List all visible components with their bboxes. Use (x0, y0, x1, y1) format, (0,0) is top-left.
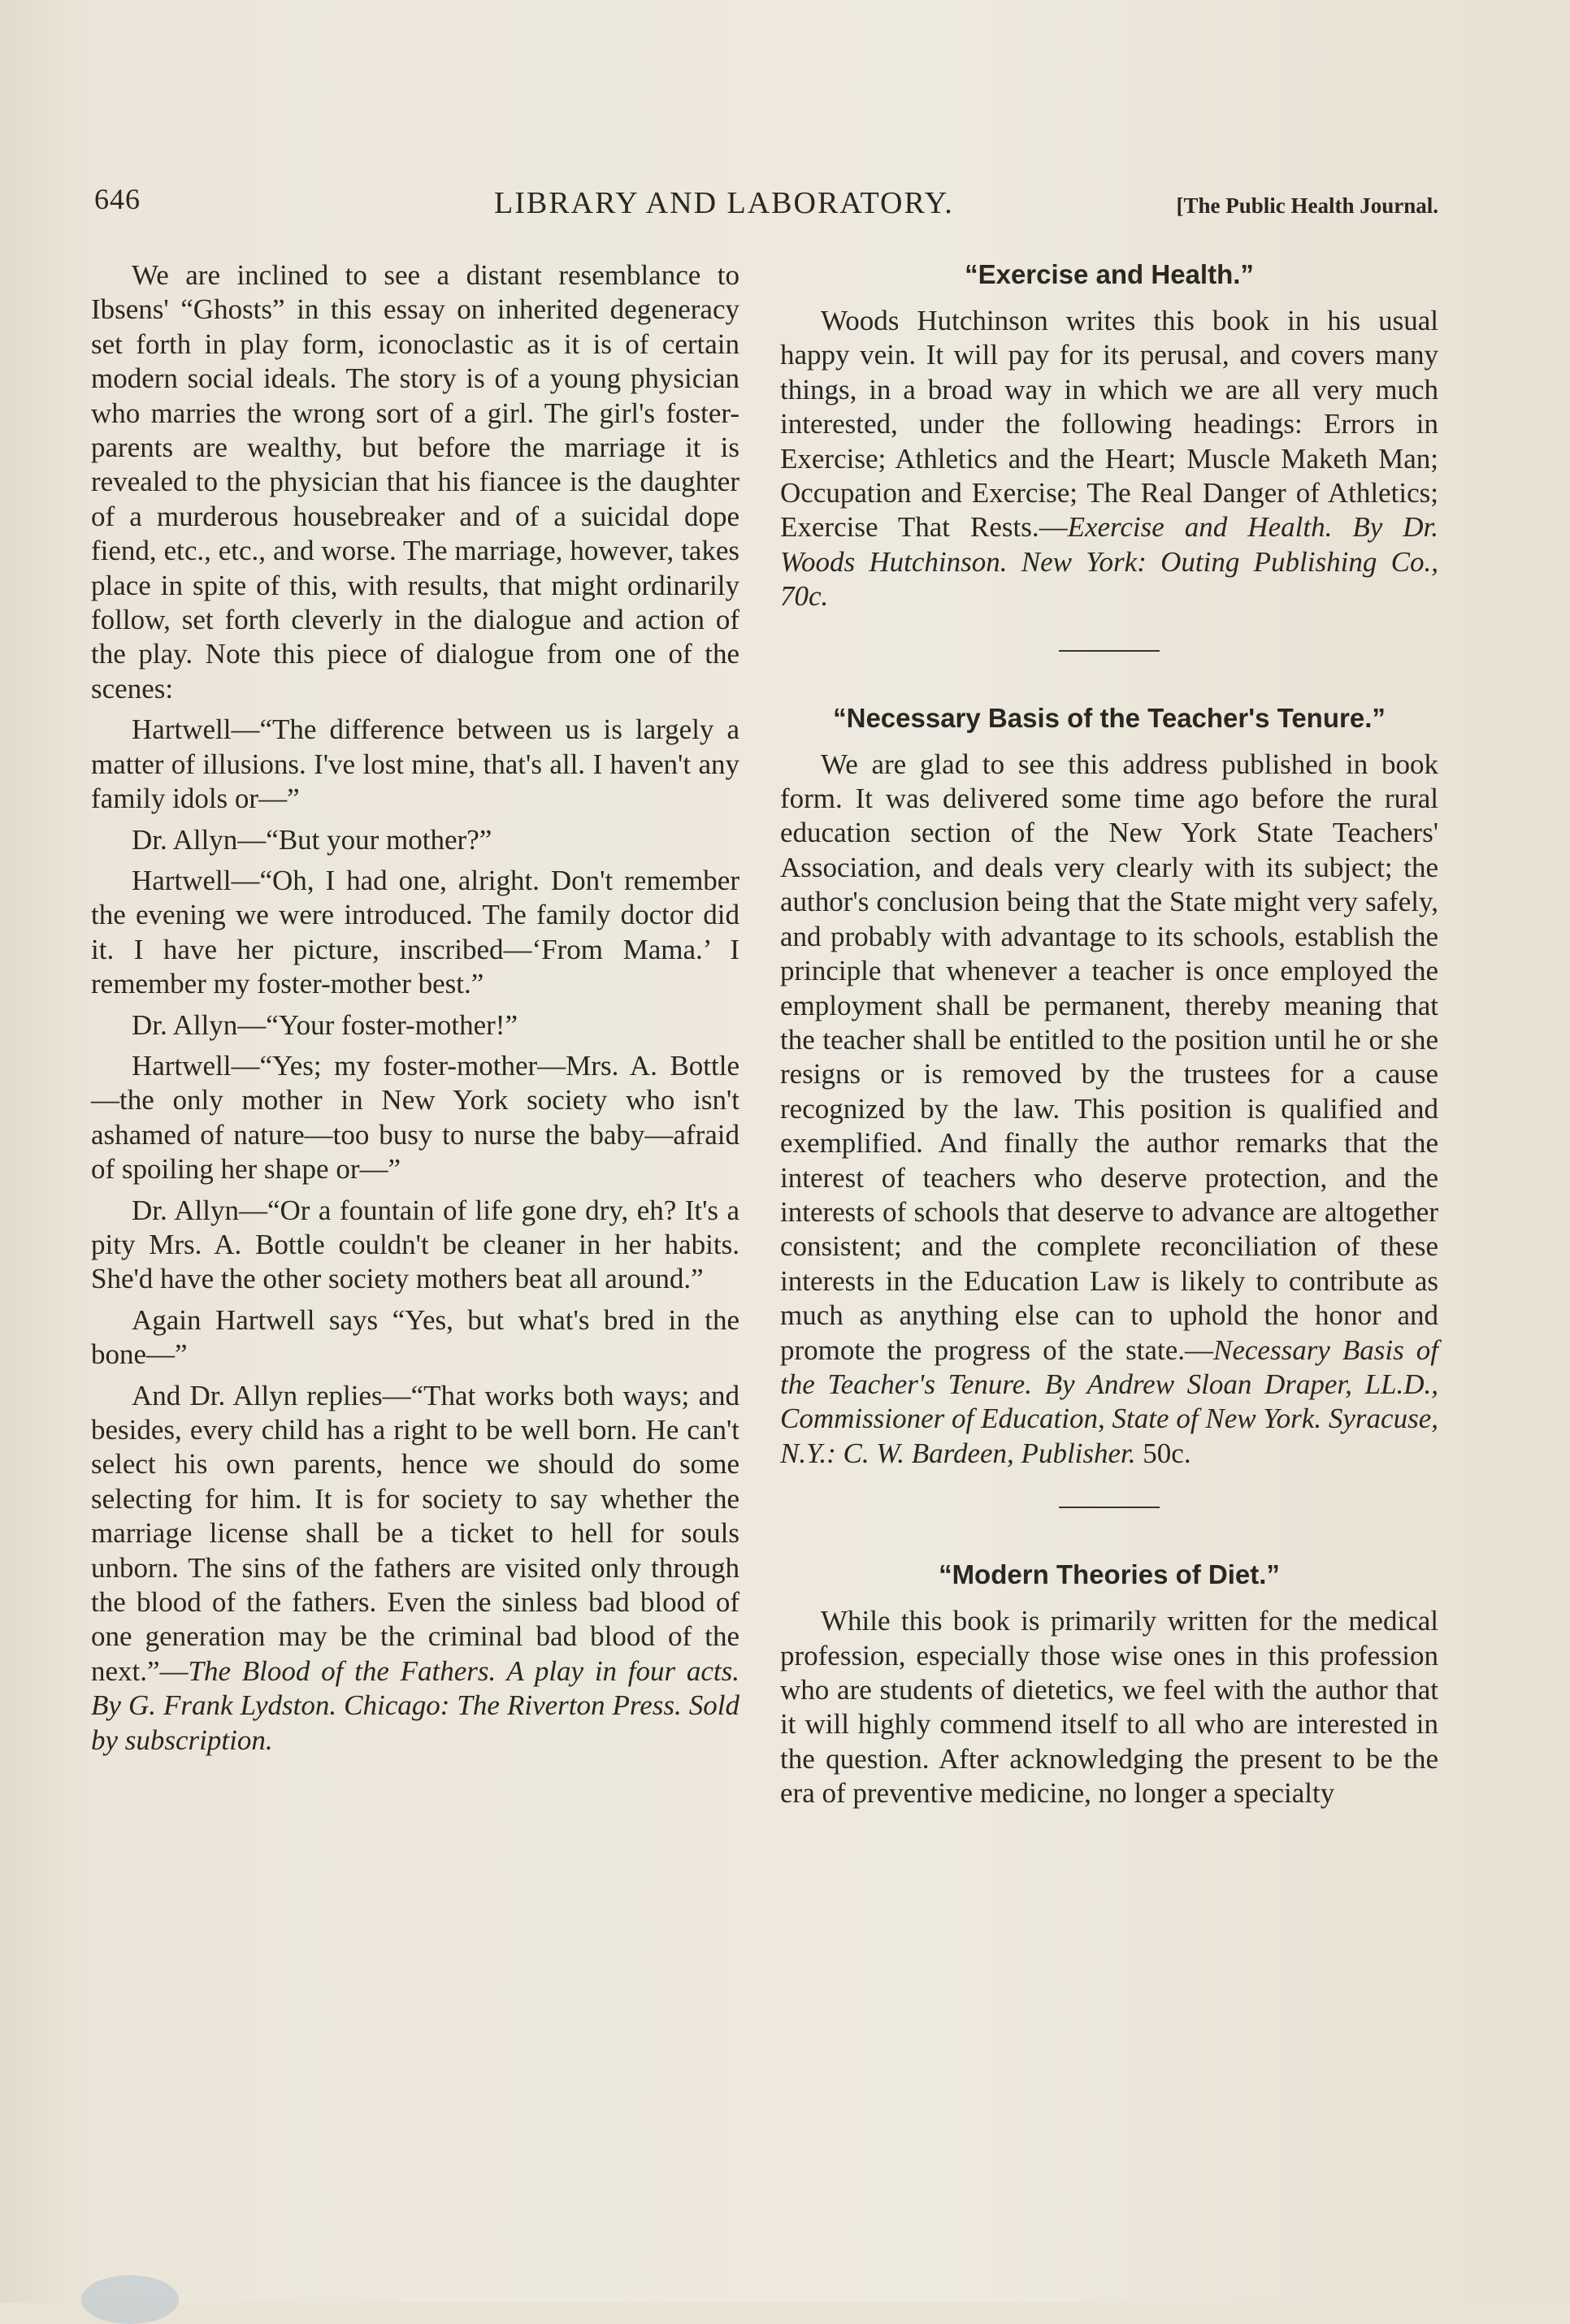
section-title-tenure: “Necessary Basis of the Teacher's Tenure.” (833, 702, 1386, 733)
review-paragraph (780, 748, 1438, 1472)
page-stain (81, 2275, 179, 2324)
section-divider (1059, 1507, 1160, 1508)
journal-name: [The Public Health Journal. (1176, 193, 1438, 218)
section-divider (1059, 650, 1160, 652)
left-column (91, 258, 739, 1764)
section-title-exercise: “Exercise and Health.” (965, 259, 1254, 289)
review-paragraph (780, 304, 1438, 614)
page-header (94, 182, 1443, 231)
dialogue-line: Hartwell—“The difference between us is largely a matter of illusions. I've lost mine, that's all. I haven't any family idols or—” (91, 713, 739, 815)
right-column (780, 258, 1438, 1818)
book-citation: Exercise and Health. By Dr. Woods Hutchinson. New York: Outing Publishing Co., 70c. (780, 511, 1439, 613)
review-text: Woods Hutchinson writes this book in his usual happy vein. It will pay for its perusal, and covers many things, in a broad way in which we are all very much interested, under the following headings: Errors in Exercise; Athletics and the Heart; Muscle Maketh Man; Occupation and Exercise; The Real Danger of Athletics; Exercise That Rests.— (780, 305, 1438, 544)
section-title-diet: “Modern Theories of Diet.” (939, 1559, 1280, 1590)
dialogue-line: Dr. Allyn—“But your mother?” (132, 823, 492, 856)
dialogue-line: Hartwell—“Oh, I had one, alright. Don't remember the evening we were introduced. The family doctor did it. I have her picture, inscribed—‘From Mama.’ I remember my foster-mother best.” (91, 864, 739, 1000)
dialogue-line: Dr. Allyn—“Or a fountain of life gone dry, eh? It's a pity Mrs. A. Bottle couldn't be cleaner in her habits. She'd have the other society mothers beat all around.” (91, 1194, 739, 1295)
book-citation: Necessary Basis of the Teacher's Tenure. By Andrew Sloan Draper, LL.D., Commissioner of Education, State of New York. Syracuse, N.Y.: C. W. Bardeen, Publisher. (780, 1333, 1438, 1469)
dialogue-line: Dr. Allyn—“Your foster-mother!” (132, 1008, 518, 1041)
dialogue-line: Again Hartwell says “Yes, but what's bred in the bone—” (91, 1303, 739, 1371)
review-paragraph: While this book is primarily written for the medical profession, especially those wise ones in this profession who are students of dietetics, we feel with the author that it will highly commend itself to all who are interested in the question. After acknowledging the present to be the era of preventive medicine, no longer a specialty (780, 1605, 1438, 1810)
book-price: 50c. (1135, 1437, 1191, 1469)
review-text: And Dr. Allyn replies—“That works both ways; and besides, every child has a right to be well born. He can't select his own parents, hence we should do some selecting for him. It is for society to say whether the marriage license shall be a ticket to hell for souls unborn. The sins of the fathers are visited only through the blood of the fathers. Even the sinless bad blood of one generation may be the criminal bad blood of the next.”— (91, 1379, 739, 1687)
page-number: 646 (94, 183, 141, 215)
review-paragraph (91, 1379, 739, 1758)
review-paragraph: We are inclined to see a distant resemblance to Ibsens' “Ghosts” in this essay on inherited degeneracy set forth in play form, iconoclastic as it is of certain modern social ideals. The story is of a young physician who marries the wrong sort of a girl. The girl's foster-parents are wealthy, but before the marriage it is revealed to the physician that his fiancee is the daughter of a murderous housebreaker and of a suicidal dope fiend, etc., etc., and worse. The marriage, however, takes place in spite of this, with results, that might ordinarily follow, set forth cleverly in the dialogue and action of the play. Note this piece of dialogue from one of the scenes: (91, 259, 739, 705)
running-title: LIBRARY AND LABORATORY. (494, 186, 954, 220)
dialogue-line: Hartwell—“Yes; my foster-mother—Mrs. A. Bottle—the only mother in New York society who isn't ashamed of nature—too busy to nurse the baby—afraid of spoiling her shape or—” (91, 1049, 739, 1186)
book-citation: The Blood of the Fathers. A play in four acts. By G. Frank Lydston. Chicago: The Riverton Press. Sold by subscription. (91, 1654, 739, 1756)
review-text: We are glad to see this address published in book form. It was delivered some time ago before the rural education section of the New York State Teachers' Association, and deals very clearly with its subject; the author's conclusion being that the State might very safely, and probably with advantage to its schools, establish the principle that whenever a teacher is once employed the employment shall be permanent, thereby meaning that the teacher shall be entitled to the position until he or she resigns or is removed by the trustees for a cause recognized by the law. This position is qualified and exemplified. And finally the author remarks that the interest of teachers who deserve protection, and the interests of schools that deserve to advance are altogether consistent; and the complete reconciliation of these interests in the Education Law is likely to contribute as much as anything else can to uphold the honor and promote the progress of the state.— (780, 748, 1438, 1366)
